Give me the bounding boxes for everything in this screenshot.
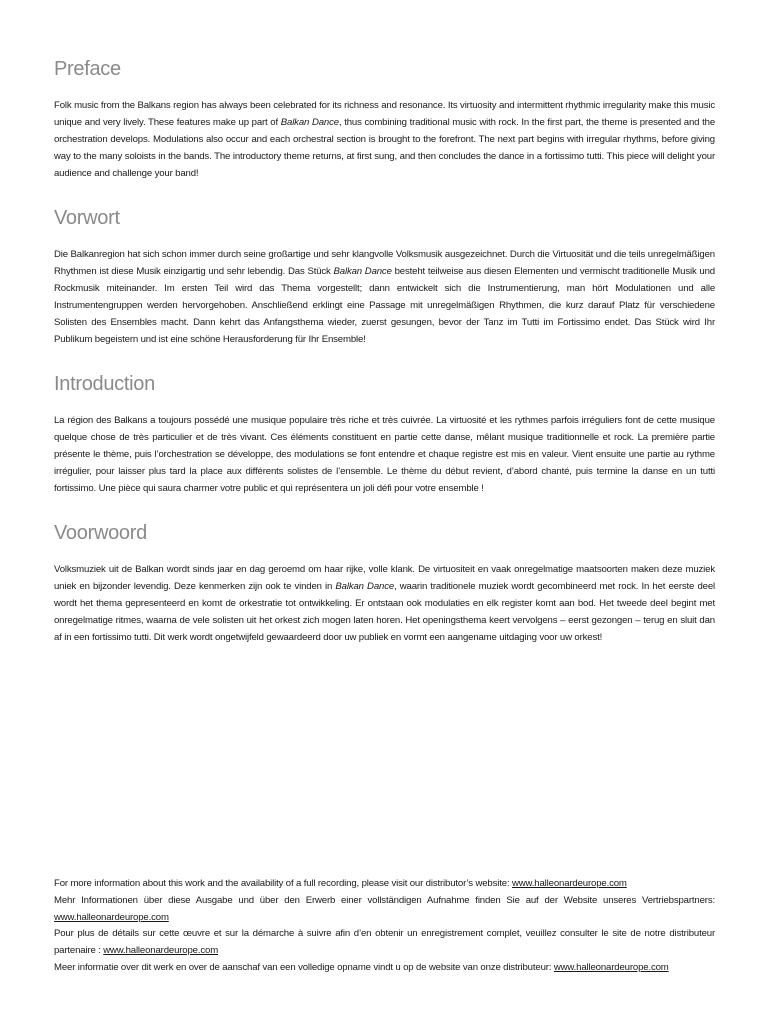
preface-text-1: Folk music from the Balkans region has always been celebrated for its richness and resonance. Its virtuosity and intermittent rhythmic irregularity make this music unique and very lively. These features make up part of xyxy=(54,100,715,128)
footer-fr-link[interactable]: www.halleonardeurope.com xyxy=(103,945,219,957)
preface-section xyxy=(54,57,715,182)
vorwort-work-title: Balkan Dance xyxy=(333,266,392,277)
vorwort-section xyxy=(54,206,715,348)
footer-en-text: For more information about this work and the availability of a full recording, please visit our distributor’s website: xyxy=(54,878,512,889)
footer-line-de xyxy=(54,893,715,927)
footer-line-en xyxy=(54,876,715,893)
footer-de-text: Mehr Informationen über diese Ausgabe und über den Erwerb einer vollständigen Aufnahme finden Sie auf der Website unseres Vertriebspartners: xyxy=(54,894,715,906)
vorwort-text-1: Die Balkanregion hat sich schon immer durch seine großartige und sehr klangvolle Volksmusik ausgezeichnet. Durch die Virtuosität und die teils unregelmäßigen Rhythmen ist diese Musik einzigartig und sehr lebendig. Das Stück xyxy=(54,249,715,277)
footer-fr-text: Pour plus de détails sur cette œuvre et sur la démarche à suivre afin d’en obtenir un enregistrement complet, veuillez consulter le site de notre distributeur partenaire : xyxy=(54,928,715,957)
footer-line-fr xyxy=(54,926,715,960)
introduction-section xyxy=(54,372,715,497)
preface-paragraph xyxy=(54,97,715,182)
preface-text-2: , thus combining traditional music with rock. In the first part, the theme is presented and the orchestration develops. Modulations also occur and each orchestral section is brought to the forefront. The next part begins with irregular rhythms, before giving way to the many soloists in the bands. The introductory theme returns, at first sung, and then concludes the dance in a fortissimo tutti. This piece will delight your audience and challenge your band! xyxy=(54,117,715,179)
footer-de-link[interactable]: www.halleonardeurope.com xyxy=(54,911,169,923)
voorwoord-text-2: , waarin traditionele muziek wordt gecombineerd met rock. In het eerste deel wordt het thema gepresenteerd en komt de orkestratie tot ontwikkeling. Er ontstaan ook modulaties en elk register komt aan bod. Het tweede deel begint met onregelmatige ritmes, waarna de vele solisten uit het orkest zich mogen laten horen. Het openingsthema keert vervolgens – eerst gezongen – terug en sluit dan af in een fortissimo tutti. Dit werk wordt ongetwijfeld gewaardeerd door uw publiek en vormt een aangename uitdaging voor uw orkest! xyxy=(54,581,715,643)
voorwoord-paragraph xyxy=(54,561,715,646)
introduction-heading: Introduction xyxy=(54,373,155,395)
voorwoord-text-1: Volksmuziek uit de Balkan wordt sinds jaar en dag geroemd om haar rijke, volle klank. De virtuositeit en vaak onregelmatige maatsoorten maken deze muziek uniek en bijzonder levendig. Deze kenmerken zijn ook te vinden in xyxy=(54,564,715,592)
footer-nl-text: Meer informatie over dit werk en over de aanschaf van een volledige opname vindt u op de website van onze distributeur: xyxy=(54,961,554,973)
voorwoord-section xyxy=(54,521,715,646)
footer-nl-link[interactable]: www.halleonardeurope.com xyxy=(553,961,669,973)
voorwoord-heading: Voorwoord xyxy=(54,522,147,544)
voorwoord-work-title: Balkan Dance xyxy=(335,581,395,592)
vorwort-text-2: besteht teilweise aus diesen Elementen und vermischt traditionelle Musik und Rockmusik miteinander. Im ersten Teil wird das Thema vorgestellt; dann entwickelt sich die Instrumentierung, man hört Modulationen und alle Instrumentengruppen werden hervorgehoben. Anschließend erklingt eine Passage mit unregelmäßigen Rhythmen, die kurz darauf Platz für verschiedene Solisten des Ensembles macht. Dann kehrt das Anfangsthema wieder, zuerst gesungen, bevor der Tanz im Tutti im Fortissimo endet. Das Stück wird Ihr Publikum begeistern und ist eine schöne Herausforderung für Ihr Ensemble! xyxy=(54,266,715,345)
footer-links xyxy=(54,876,715,977)
vorwort-paragraph xyxy=(54,246,715,348)
footer-en-link[interactable]: www.halleonardeurope.com xyxy=(511,878,627,889)
introduction-paragraph: La région des Balkans a toujours possédé une musique populaire très riche et très cuivrée. La virtuosité et les rythmes parfois irréguliers font de cette musique quelque chose de très particulier et de très vivant. Ces éléments constituent en partie cette danse, mêlant musique traditionnelle et rock. La première partie présente le thème, puis l’orchestration se développe, des modulations se font entendre et chaque registre est mis en valeur. Vient ensuite une partie au rythme irrégulier, pour laisser plus tard la place aux différents solistes de l’ensemble. Le thème du début revient, d’abord chanté, puis termine la danse en un tutti fortissimo. Une pièce qui saura charmer votre public et qui représentera un joli défi pour votre ensemble ! xyxy=(54,415,715,494)
preface-work-title: Balkan Dance xyxy=(280,117,339,128)
preface-heading: Preface xyxy=(54,58,121,80)
vorwort-heading: Vorwort xyxy=(54,207,120,229)
footer-line-nl xyxy=(54,960,715,977)
